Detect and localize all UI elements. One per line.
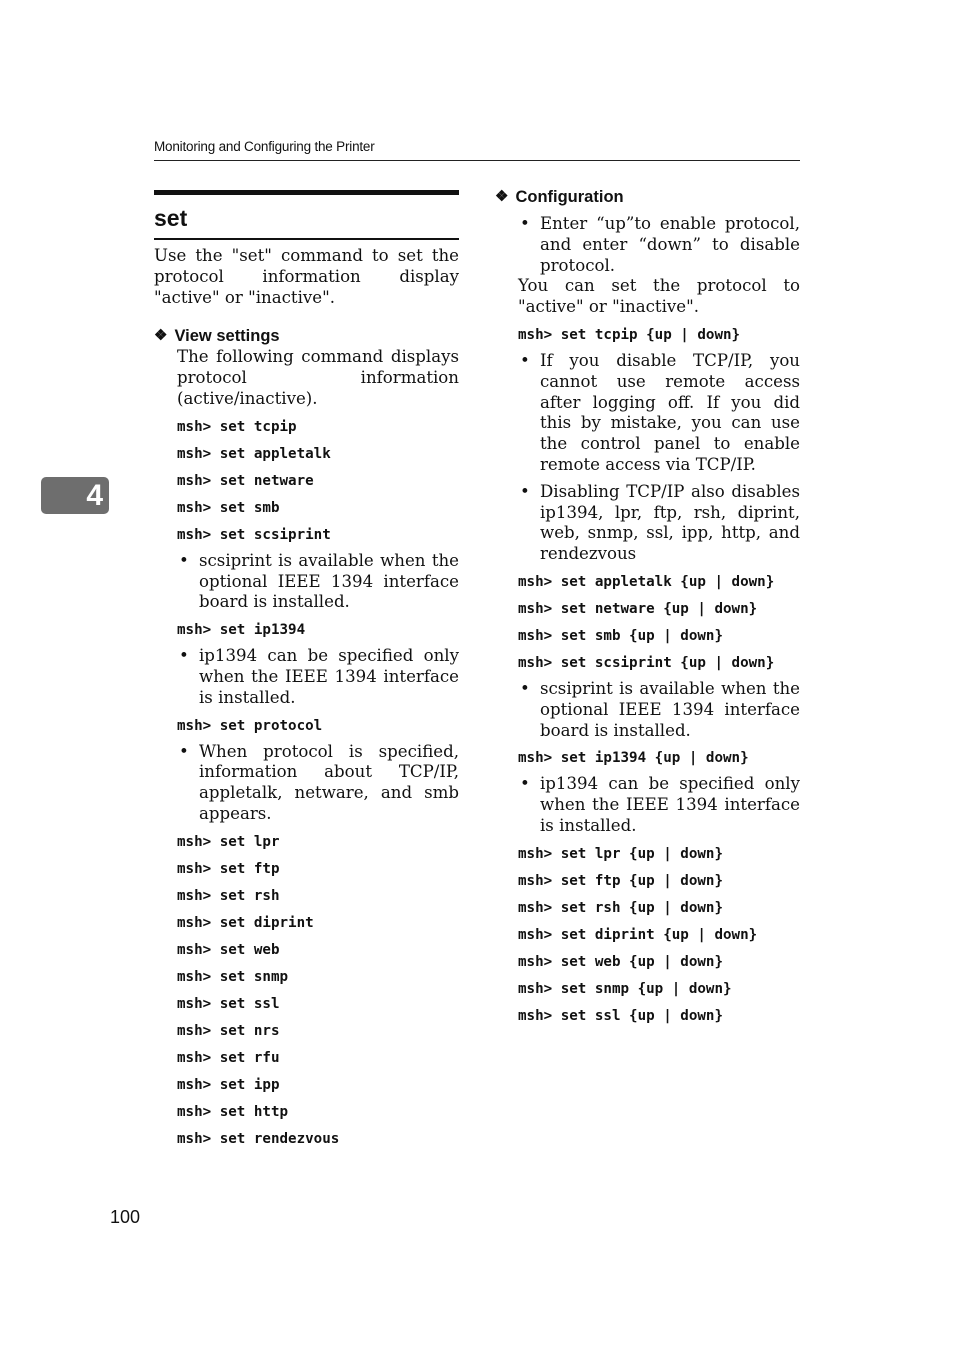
- bullet-dot: •: [179, 646, 189, 666]
- command-line: msh> set protocol: [177, 717, 323, 734]
- bullet-text: If you disable TCP/IP, you cannot use remote access after logging off. If you did this by mistake, you can use the control panel to enable remote access via TCP/IP.: [540, 350, 800, 474]
- bullet-item: [518, 774, 800, 836]
- bullet-text: scsiprint is available when the optional IEEE 1394 interface board is installed.: [540, 678, 800, 740]
- command-line: msh> set ip1394 {up | down}: [518, 750, 749, 767]
- command-line: msh> set scsiprint: [177, 526, 331, 543]
- bullet-dot: •: [520, 350, 530, 370]
- command-line: msh> set lpr {up | down}: [518, 845, 723, 862]
- command-line: msh> set rsh: [177, 887, 280, 904]
- command-line: msh> set netware: [177, 472, 314, 489]
- view-settings-text: The following command displays protocol information (active/inactive).: [177, 347, 459, 408]
- command-line: msh> set snmp {up | down}: [518, 980, 732, 997]
- bullet-dot: •: [520, 774, 530, 794]
- bullet-text: Enter “up”to enable protocol, and enter “down” to disable protocol.: [540, 214, 800, 275]
- command-line: msh> set netware {up | down}: [518, 600, 758, 617]
- command-line: msh> set ipp: [177, 1076, 280, 1093]
- bullet-dot: •: [520, 678, 530, 698]
- section-title: set: [154, 205, 188, 231]
- bullet-item: [518, 679, 800, 741]
- command-line: msh> set http: [177, 1103, 289, 1120]
- command-line: msh> set diprint: [177, 914, 314, 931]
- configuration-heading: [495, 186, 800, 208]
- command-line: msh> set web {up | down}: [518, 953, 723, 970]
- section-rule: [154, 238, 459, 240]
- command-line: msh> set rsh {up | down}: [518, 899, 723, 916]
- configuration-body: [518, 214, 800, 1026]
- bullet-item: [518, 482, 800, 565]
- command-line: msh> set diprint {up | down}: [518, 926, 758, 943]
- command-line: msh> set ip1394: [177, 622, 306, 639]
- command-line: msh> set rfu: [177, 1049, 280, 1066]
- left-column: [154, 190, 459, 1149]
- bullet-text: ip1394 can be specified only when the IEEE 1394 interface is installed.: [199, 646, 459, 707]
- bullet-item: [177, 551, 459, 613]
- command-line: msh> set rendezvous: [177, 1130, 340, 1147]
- command-line: msh> set ssl: [177, 995, 280, 1012]
- bullet-item: [177, 742, 459, 825]
- bullet-text: Disabling TCP/IP also disables ip1394, lpr, ftp, rsh, diprint, web, snmp, ssl, ipp, http, and rendezvous: [540, 481, 800, 564]
- command-line: msh> set tcpip {up | down}: [518, 326, 741, 343]
- chapter-number: 4: [86, 479, 103, 512]
- command-line: msh> set appletalk {up | down}: [518, 573, 775, 590]
- bullet-item: [518, 214, 800, 276]
- command-line: msh> set nrs: [177, 1022, 280, 1039]
- bullet-dot: •: [520, 481, 530, 501]
- view-settings-label: View settings: [174, 327, 280, 346]
- running-header: [154, 138, 800, 161]
- diamond-icon: ❖: [154, 327, 168, 345]
- command-line: msh> set snmp: [177, 968, 289, 985]
- active-paragraph: You can set the protocol to "active" or "inactive".: [518, 276, 800, 317]
- command-line: msh> set appletalk: [177, 445, 331, 462]
- running-header-title: Monitoring and Configuring the Printer: [154, 139, 375, 154]
- command-line: msh> set scsiprint {up | down}: [518, 654, 775, 671]
- view-settings-body: [177, 347, 459, 1148]
- bullet-text: ip1394 can be specified only when the IEEE 1394 interface is installed.: [540, 774, 800, 835]
- bullet-item: [177, 646, 459, 708]
- bullet-text: scsiprint is available when the optional IEEE 1394 interface board is installed.: [199, 550, 459, 612]
- command-line: msh> set lpr: [177, 833, 280, 850]
- bullet-dot: •: [520, 214, 530, 233]
- page-number: 100: [110, 1207, 141, 1227]
- command-line: msh> set ftp: [177, 860, 280, 877]
- command-line: msh> set tcpip: [177, 418, 297, 435]
- intro-paragraph: Use the "set" command to set the protocol information display "active" or "inactive".: [154, 246, 459, 307]
- section-top-bar: [154, 190, 459, 195]
- command-line: msh> set ssl {up | down}: [518, 1007, 723, 1024]
- command-line: msh> set smb: [177, 499, 280, 516]
- command-line: msh> set smb {up | down}: [518, 627, 723, 644]
- bullet-text: When protocol is specified, information about TCP/IP, appletalk, netware, and smb appears.: [199, 741, 459, 823]
- command-line: msh> set web: [177, 941, 280, 958]
- configuration-label: Configuration: [515, 188, 624, 206]
- diamond-icon: ❖: [495, 188, 509, 205]
- bullet-dot: •: [179, 550, 189, 570]
- bullet-dot: •: [179, 741, 189, 761]
- bullet-item: [518, 351, 800, 476]
- chapter-tab: [41, 477, 109, 514]
- right-column: [495, 186, 800, 1026]
- command-line: msh> set ftp {up | down}: [518, 872, 723, 889]
- view-settings-heading: [154, 325, 459, 347]
